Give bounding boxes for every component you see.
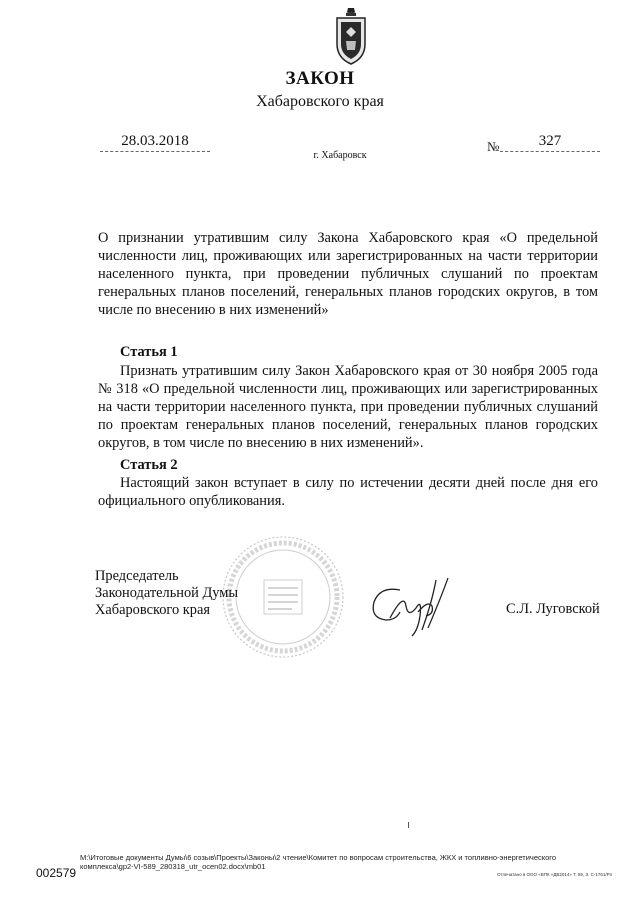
article-2-text: Настоящий закон вступает в силу по истечении десяти дней после дня его официального опубликования. (98, 475, 598, 509)
signatory-title-line: Законодательной Думы (95, 585, 239, 601)
article-2-heading: Статья 2 (120, 457, 178, 473)
document-title: ЗАКОН (285, 68, 355, 89)
print-note: Отпечатано в ООО «ВПК «ДВ2014» Т. 59, З. С-1761/Рп (497, 872, 613, 877)
footer-file-path: M:\Итоговые документы Думы\6 созыв\Проекты\Законы\2 чтение\Комитет по вопросам строительства, ЖКХ и топливно-энергетического комплекса\gp2-VI-589_280318_utr_ocen02.docx\mb01 (80, 853, 557, 871)
signatory-title-line: Хабаровского края (95, 602, 210, 618)
signatory-title-line: Председатель (95, 568, 179, 584)
article-1-text: Признать утратившим силу Закон Хабаровского края от 30 ноября 2005 года № 318 «О предельной численности лиц, проживающих или зарегистрированных на части территории населенного пункта, при проведении публичных слушаний по проектам генеральных планов поселений, генеральных планов городских округов, в том числе по внесению в них изменений». (98, 363, 598, 451)
number-label: № (487, 139, 500, 154)
document-lead: О признании утратившим силу Закона Хабаровского края «О предельной численности лиц, проживающих или зарегистрированных на части территории населенного пункта, при проведении публичных слушаний по проектам генеральных планов поселений, генеральных планов городских округов, в том числе по внесению в них изменений» (98, 230, 598, 318)
margin-mark (408, 822, 409, 828)
signatory-title (95, 568, 238, 619)
coat-of-arms-icon (334, 6, 368, 66)
signatory-name: С.Л. Луговской (506, 601, 600, 617)
document-subtitle: Хабаровского края (256, 93, 384, 110)
article-1-heading: Статья 1 (120, 344, 178, 360)
registration-number: 002579 (36, 866, 77, 880)
document-date: 28.03.2018 (100, 133, 210, 152)
city-label: г. Хабаровск (313, 150, 367, 161)
handwritten-signature (360, 572, 470, 644)
document-number: 327 (500, 133, 600, 152)
